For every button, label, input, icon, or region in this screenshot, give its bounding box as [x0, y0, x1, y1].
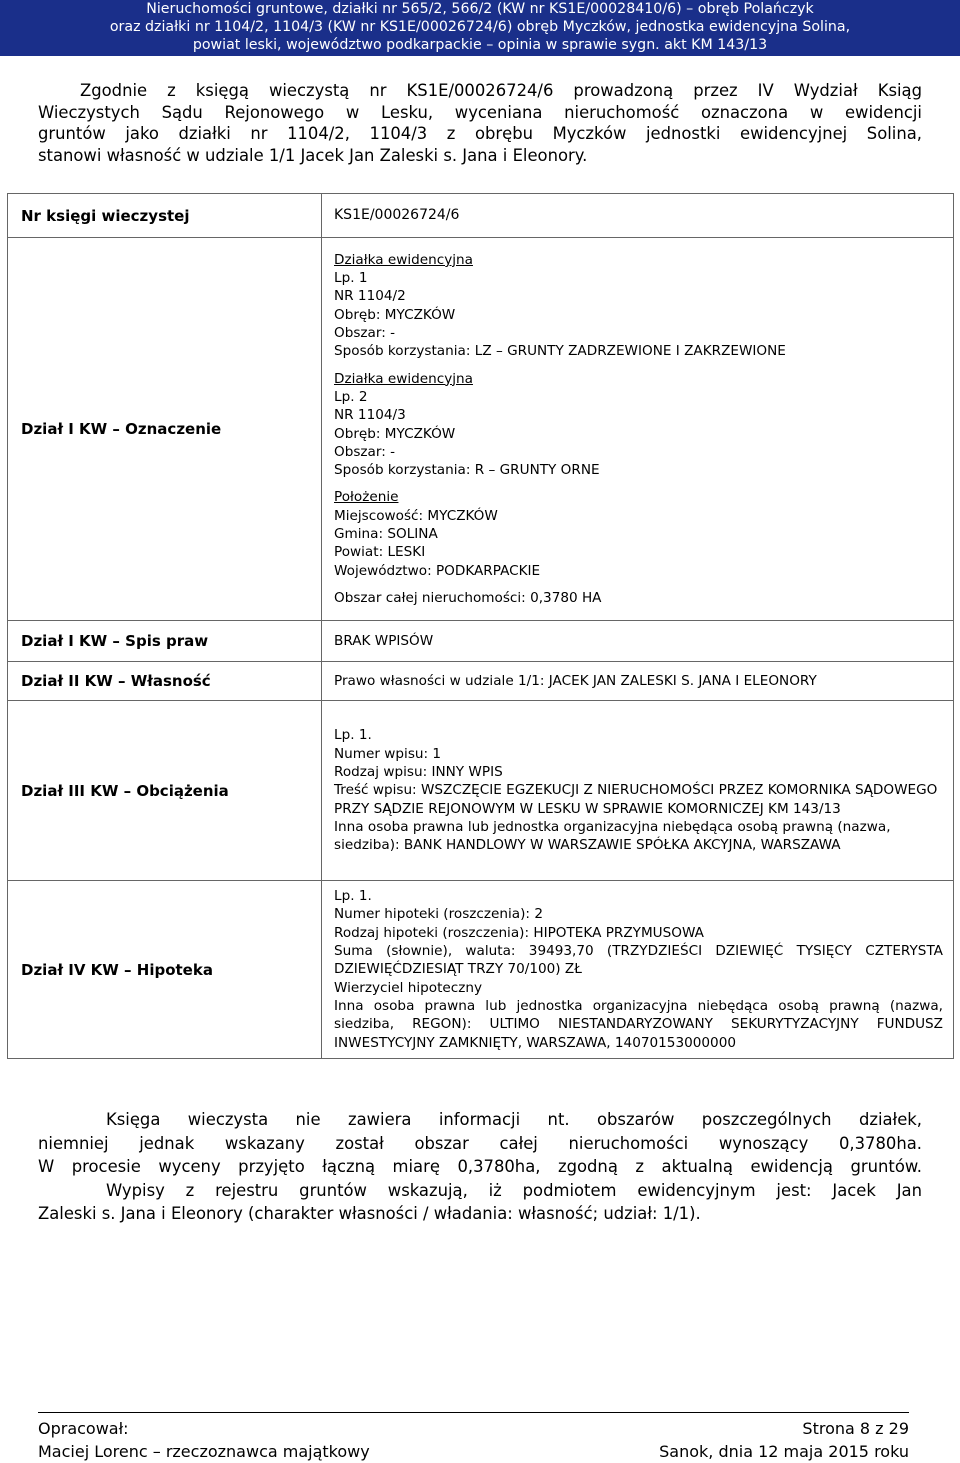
section-4-creditor: Wierzyciel hipoteczny: [334, 979, 483, 996]
section-3-label: Dział III KW – Obciążenia: [8, 701, 322, 881]
table-row: [8, 621, 954, 662]
section-3-lp: Lp. 1.: [334, 727, 372, 744]
document-header: [0, 0, 960, 56]
location-town: Miejscowość: MYCZKÓW: [334, 507, 498, 524]
plot-2-heading: Działka ewidencyjna: [334, 370, 473, 387]
header-line-2: oraz działki nr 1104/2, 1104/3 (KW nr KS1E/00026724/6) obręb Myczków, jednostka ewidencyjna Solina,: [109, 19, 851, 35]
section-1-rights-label: Dział I KW – Spis praw: [8, 621, 322, 662]
section-4-lp: Lp. 1.: [334, 888, 372, 905]
location-block: [334, 488, 943, 579]
section-1-rights-value: BRAK WPISÓW: [322, 621, 954, 662]
plot-1-number: NR 1104/2: [334, 288, 406, 305]
closing-paragraph: [38, 1108, 922, 1226]
footer-author: Maciej Lorenc – rzeczoznawca majątkowy: [38, 1442, 370, 1461]
footer-page-number: Strona 8 z 29: [802, 1419, 909, 1438]
intro-line-2: Wieczystych Sądu Rejonowego w Lesku, wyceniana nieruchomość oznaczona w ewidencji: [38, 102, 922, 122]
footer-page-block: [659, 1417, 909, 1463]
kw-number-label: Nr księgi wieczystej: [8, 194, 322, 238]
plot-2: [334, 370, 943, 480]
table-row: [8, 701, 954, 881]
section-3-entry-number: Numer wpisu: 1: [334, 745, 442, 762]
section-4-mortgage-number: Numer hipoteki (roszczenia): 2: [334, 906, 543, 923]
closing-line-4: Wypisy z rejestru gruntów wskazują, iż podmiotem ewidencyjnym jest: Jacek Jan: [106, 1180, 922, 1200]
footer-prepared-label: Opracował:: [38, 1419, 129, 1438]
table-row: [8, 194, 954, 238]
intro-line-3: gruntów jako działki nr 1104/2, 1104/3 z obrębu Myczków jednostki ewidencyjnej Solina,: [38, 124, 922, 143]
closing-line-2: niemniej jednak wskazany został obszar całej nieruchomości wynoszący 0,3780ha.: [38, 1133, 922, 1153]
plot-2-obreb: Obręb: MYCZKÓW: [334, 425, 456, 442]
footer-author-block: [38, 1417, 370, 1463]
total-area: Obszar całej nieruchomości: 0,3780 HA: [334, 589, 602, 606]
section-4-content: [322, 881, 954, 1059]
table-row: [8, 881, 954, 1059]
section-4-amount: Suma (słownie), waluta: 39493,70 (TRZYDZIEŚCI DZIEWIĘĆ TYSIĘCY CZTERYSTA DZIEWIĘĆDZIESIĄT TRZY 70/100) ZŁ: [334, 943, 943, 978]
section-3-other-entity: Inna osoba prawna lub jednostka organizacyjna niebędąca osobą prawną (nazwa, siedziba): BANK HANDLOWY W WARSZAWIE SPÓŁKA AKCYJNA, WARSZAWA: [334, 818, 891, 854]
section-3-entry-content: Treść wpisu: WSZCZĘCIE EGZEKUCJI Z NIERUCHOMOŚCI PRZEZ KOMORNIKA SĄDOWEGO PRZY SĄDZIE REJONOWYM W LESKU W SPRAWIE KOMORNICZEJ KM 143/13: [334, 782, 938, 817]
section-1-content: [322, 238, 954, 621]
footer-divider: [38, 1412, 909, 1413]
header-line-3: powiat leski, województwo podkarpackie – opinia w sprawie sygn. akt KM 143/13: [192, 37, 768, 53]
section-2-label: Dział II KW – Własność: [8, 662, 322, 701]
header-line-1: Nieruchomości gruntowe, działki nr 565/2, 566/2 (KW nr KS1E/00028410/6) – obręb Polańczyk: [146, 1, 814, 17]
kw-number-value: KS1E/00026724/6: [322, 194, 954, 238]
section-4-other-entity: Inna osoba prawna lub jednostka organizacyjna niebędąca osobą prawną (nazwa, siedziba, REGON): ULTIMO NIESTANDARYZOWANY SEKURYTYZACYJNY FUNDUSZ INWESTYCYJNY ZAMKNIĘTY, WARSZAWA, 14070153000000: [334, 997, 943, 1051]
section-2-value: Prawo własności w udziale 1/1: JACEK JAN ZALESKI S. JANA I ELEONORY: [322, 662, 954, 701]
closing-line-5: Zaleski s. Jana i Eleonory (charakter własności / władania: własność; udział: 1/1).: [38, 1204, 701, 1223]
section-4-mortgage-type: Rodzaj hipoteki (roszczenia): HIPOTEKA PRZYMUSOWA: [334, 924, 704, 941]
plot-1: [334, 251, 943, 361]
section-1-label: Dział I KW – Oznaczenie: [8, 238, 322, 621]
section-4-label: Dział IV KW – Hipoteka: [8, 881, 322, 1059]
plot-2-lp: Lp. 2: [334, 388, 368, 405]
location-voivodeship: Województwo: PODKARPACKIE: [334, 562, 541, 579]
table-row: [8, 662, 954, 701]
plot-2-use: Sposób korzystania: R – GRUNTY ORNE: [334, 462, 600, 479]
plot-1-area: Obszar: -: [334, 325, 396, 342]
plot-2-area: Obszar: -: [334, 443, 396, 460]
closing-line-3: W procesie wyceny przyjęto łączną miarę 0,3780ha, zgodną z aktualną ewidencją gruntów.: [38, 1157, 922, 1176]
plot-1-obreb: Obręb: MYCZKÓW: [334, 306, 456, 323]
footer-place-date: Sanok, dnia 12 maja 2015 roku: [659, 1442, 909, 1461]
intro-line-1: Zgodnie z księgą wieczystą nr KS1E/00026724/6 prowadzoną przez IV Wydział Ksiąg: [80, 81, 922, 100]
plot-1-lp: Lp. 1: [334, 270, 368, 287]
location-county: Powiat: LESKI: [334, 544, 426, 561]
intro-line-4: stanowi własność w udziale 1/1 Jacek Jan Zaleski s. Jana i Eleonory.: [38, 145, 588, 165]
land-register-table: [7, 193, 954, 1059]
plot-1-heading: Działka ewidencyjna: [334, 251, 473, 268]
plot-2-number: NR 1104/3: [334, 407, 406, 424]
section-3-entry-type: Rodzaj wpisu: INNY WPIS: [334, 764, 503, 781]
table-row: [8, 238, 954, 621]
closing-line-1: Księga wieczysta nie zawiera informacji nt. obszarów poszczególnych działek,: [106, 1110, 922, 1129]
intro-paragraph: [38, 80, 922, 166]
location-heading: Położenie: [334, 489, 399, 506]
location-commune: Gmina: SOLINA: [334, 525, 438, 542]
plot-1-use: Sposób korzystania: LZ – GRUNTY ZADRZEWIONE I ZAKRZEWIONE: [334, 343, 786, 360]
section-3-content: [322, 701, 954, 881]
